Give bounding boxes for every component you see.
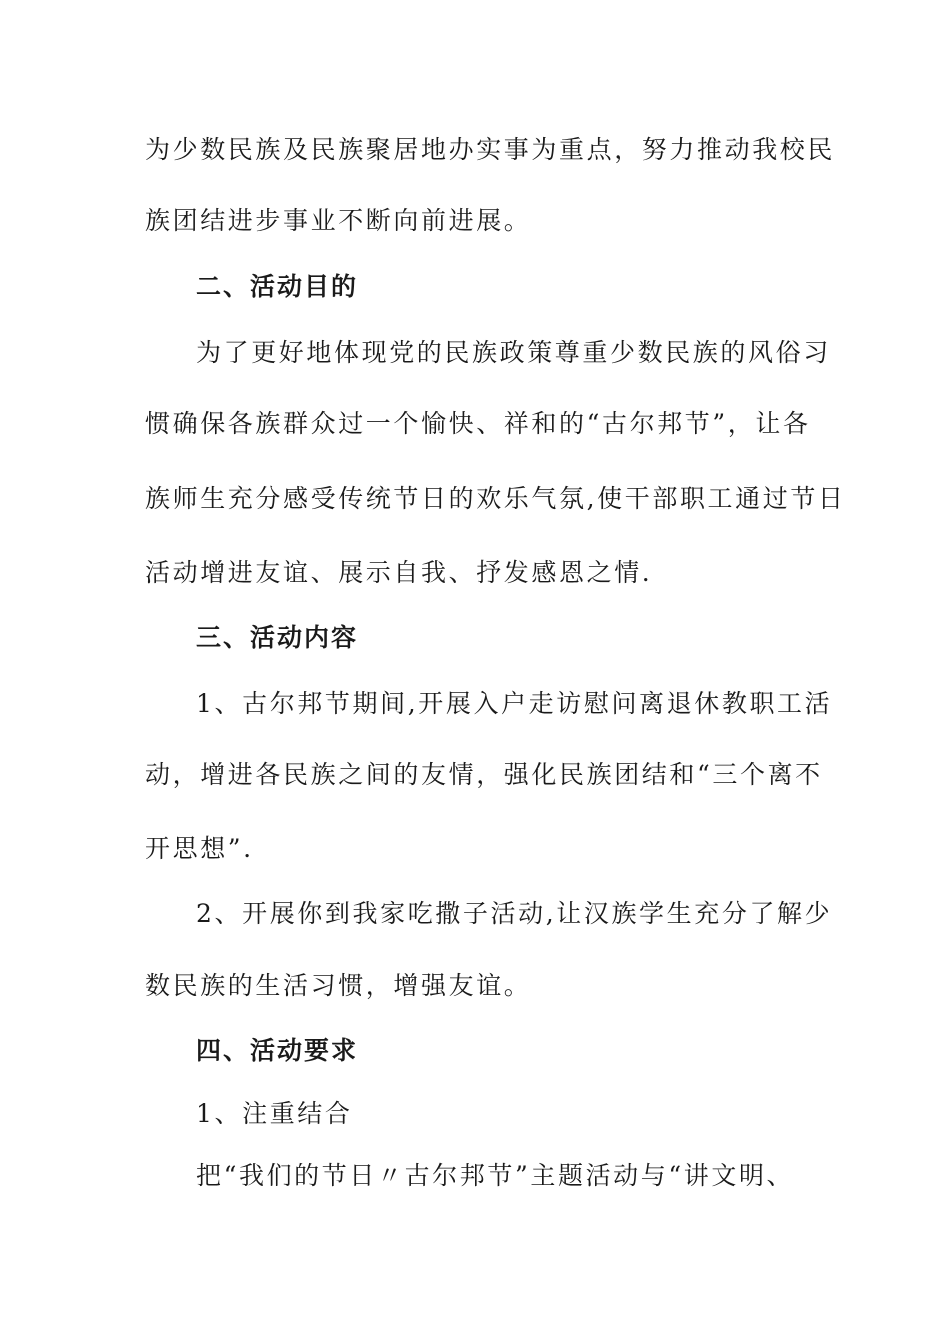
paragraph-line: 惯确保各族群众过一个愉快、祥和的“古尔邦节”，让各 — [145, 409, 811, 438]
paragraph-line: 为了更好地体现党的民族政策尊重少数民族的风俗习 — [196, 338, 831, 367]
paragraph-line: 为少数民族及民族聚居地办实事为重点，努力推动我校民 — [145, 135, 836, 164]
paragraph-line: 开思想”. — [145, 834, 254, 863]
paragraph-line: 活动增进友谊、展示自我、抒发感恩之情. — [145, 558, 653, 587]
paragraph-line: 族团结进步事业不断向前进展。 — [145, 206, 532, 235]
paragraph-line: 把“我们的节日〃古尔邦节”主题活动与“讲文明、 — [196, 1161, 795, 1190]
section-heading-requirements: 四、活动要求 — [196, 1036, 359, 1065]
paragraph-line: 数民族的生活习惯，增强友谊。 — [145, 971, 532, 1000]
section-heading-content: 三、活动内容 — [196, 623, 359, 652]
paragraph-line: 动，增进各民族之间的友情，强化民族团结和“三个离不 — [145, 760, 823, 789]
section-heading-purpose: 二、活动目的 — [196, 272, 359, 301]
list-item-line: 1、古尔邦节期间,开展入户走访慰问离退休教职工活 — [196, 689, 833, 718]
list-item-line: 1、注重结合 — [196, 1099, 353, 1128]
list-item-line: 2、开展你到我家吃撒子活动,让汉族学生充分了解少 — [196, 899, 833, 928]
paragraph-line: 族师生充分感受传统节日的欢乐气氛,使干部职工通过节日 — [145, 484, 846, 513]
